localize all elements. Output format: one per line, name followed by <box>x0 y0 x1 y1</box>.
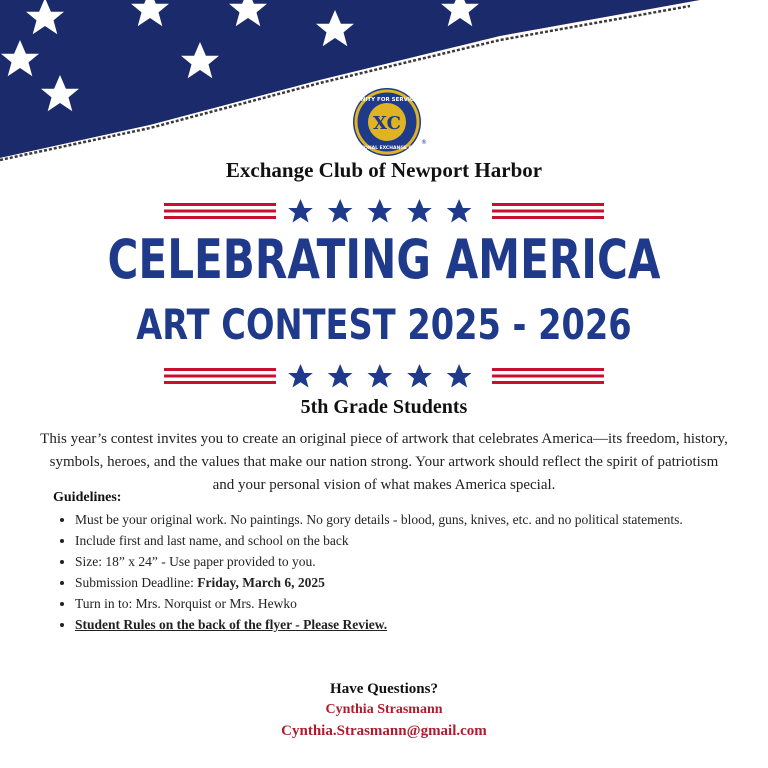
contact-block <box>0 678 768 742</box>
guidelines-heading: Guidelines: <box>53 490 122 505</box>
guideline-rules-note: • Student Rules on the back of the flyer - Please Review. <box>75 614 705 635</box>
contact-heading: Have Questions? <box>330 681 438 697</box>
title-art-contest: ART CONTEST 2025 - 2026 <box>136 300 632 349</box>
guideline-item: • Size: 18” x 24” - Use paper provided to you. <box>75 551 705 572</box>
stars-stripes-divider-top <box>164 198 604 224</box>
audience-heading: 5th Grade Students <box>300 396 468 418</box>
deadline-label: Submission Deadline: <box>75 575 198 590</box>
guideline-item: • Include first and last name, and school on the back <box>75 530 705 551</box>
logo-monogram: XC <box>373 113 401 134</box>
logo-ring-text: UNITY FOR SERVICE <box>356 97 418 103</box>
guideline-item: • Turn in to: Mrs. Norquist or Mrs. Hewko <box>75 593 705 614</box>
intro-paragraph: This year’s contest invites you to create an original piece of artwork that celebrates America—its freedom, history, symbols, heroes, and the values that make our nation strong. Your artwork should reflect the spirit of patriotism and your personal vision of what makes America special. <box>40 431 728 493</box>
guideline-item: • Must be your original work. No paintings. No gory details - blood, guns, knives, etc. and no political statements. <box>75 509 705 530</box>
stars-stripes-divider-bottom <box>164 363 604 389</box>
guideline-item-deadline <box>75 572 705 593</box>
svg-text:®: ® <box>421 139 427 146</box>
exchange-club-logo <box>351 86 427 158</box>
svg-text:NATIONAL EXCHANGE CLUB: NATIONAL EXCHANGE CLUB <box>352 146 422 151</box>
guidelines-list <box>58 509 705 635</box>
deadline-value: Friday, March 6, 2025 <box>197 575 325 590</box>
contact-email[interactable]: Cynthia.Strasmann@gmail.com <box>281 723 487 739</box>
contact-name: Cynthia Strasmann <box>325 702 443 717</box>
club-name: Exchange Club of Newport Harbor <box>225 158 543 182</box>
title-celebrating-america: CELEBRATING AMERICA <box>107 228 661 291</box>
